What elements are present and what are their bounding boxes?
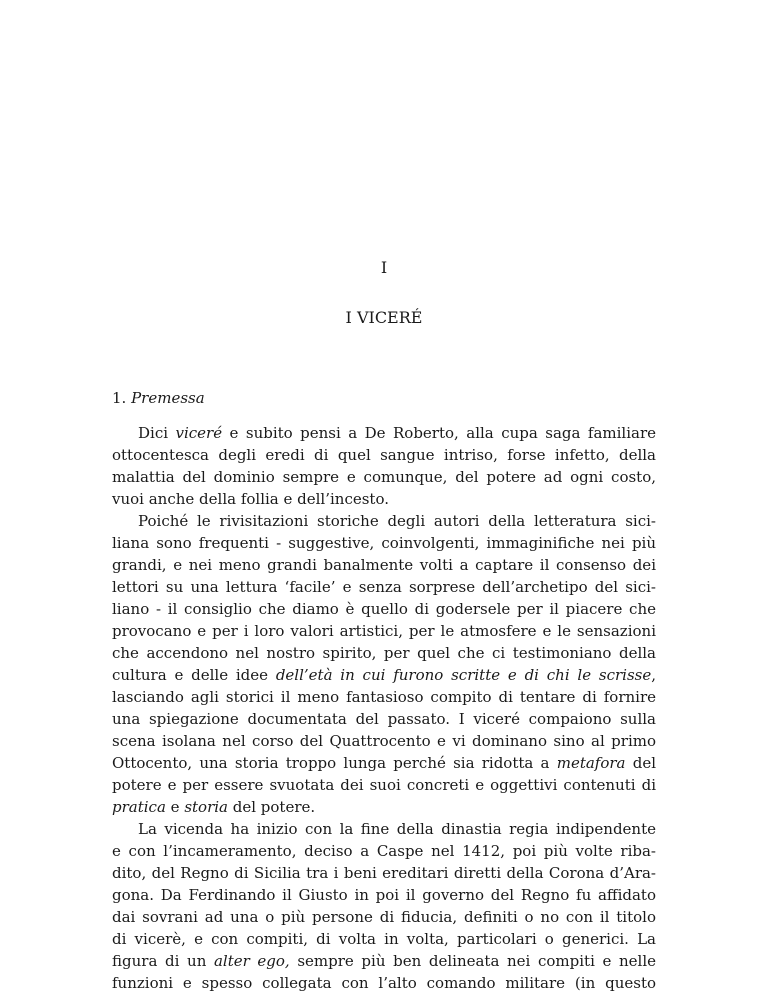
section-heading (112, 388, 205, 408)
text-line (112, 466, 656, 488)
text-segment: vuoi anche della follia e dell’incesto. (112, 490, 389, 508)
text-segment: liana sono frequenti - suggestive, coinvolgenti, immaginifiche nei più (112, 534, 656, 552)
text-line (112, 686, 656, 708)
text-segment: dito, del Regno di Sicilia tra i beni ereditari diretti della Corona d’Ara- (112, 864, 656, 882)
chapter-title: I VICERÉ (345, 308, 423, 327)
text-line (112, 576, 656, 598)
body-text (112, 422, 656, 994)
chapter-number: I (380, 258, 388, 277)
text-line (112, 972, 656, 994)
text-segment: e subito pensi a De Roberto, alla cupa saga familiare (222, 424, 656, 442)
italic-text: metafora (556, 754, 626, 772)
text-segment: e (165, 798, 185, 816)
text-line (112, 928, 656, 950)
text-line (112, 664, 656, 686)
text-segment: che accendono nel nostro spirito, per quel che ci testimoniano della (112, 644, 656, 662)
italic-text: pratica (112, 798, 166, 816)
text-segment: liano - il consiglio che diamo è quello di godersele per il piacere che (112, 600, 656, 618)
text-line (112, 840, 656, 862)
text-line (112, 730, 656, 752)
text-line (112, 950, 656, 972)
text-segment: e con l’incameramento, deciso a Caspe nel 1412, poi più volte riba- (112, 842, 656, 860)
text-segment: La vicenda ha inizio con la fine della dinastia regia indipendente (138, 820, 656, 838)
italic-text: storia (184, 798, 228, 816)
text-line (112, 818, 656, 840)
text-segment: scena isolana nel corso del Quattrocento e vi dominano sino al primo (112, 732, 656, 750)
text-line (112, 510, 656, 532)
text-line (112, 796, 656, 818)
italic-text: dell’età in cui furono scritte e di chi le scrisse (275, 666, 652, 684)
text-line (112, 774, 656, 796)
text-segment: ottocentesca degli eredi di quel sangue intriso, forse infetto, della (112, 446, 656, 464)
section-title: Premessa (131, 389, 205, 407)
section-number: 1. (112, 389, 127, 407)
text-segment: del (625, 754, 656, 772)
text-segment: una spiegazione documentata del passato. I viceré compaiono sulla (112, 710, 656, 728)
italic-text: viceré (175, 424, 223, 442)
text-line (112, 532, 656, 554)
text-segment: figura di un (112, 952, 214, 970)
text-line (112, 554, 656, 576)
text-segment: gona. Da Ferdinando il Giusto in poi il governo del Regno fu affidato (112, 886, 656, 904)
text-segment: potere e per essere svuotata dei suoi concreti e oggettivi contenuti di (112, 776, 656, 794)
text-line (112, 708, 656, 730)
text-segment: funzioni e spesso collegata con l’alto comando militare (in questo (112, 974, 656, 992)
text-line (112, 906, 656, 928)
text-line (112, 642, 656, 664)
text-segment: Dici (138, 424, 176, 442)
text-line (112, 620, 656, 642)
text-line (112, 422, 656, 444)
text-segment: provocano e per i loro valori artistici, per le atmosfere e le sensazioni (112, 622, 656, 640)
text-segment: del potere. (227, 798, 316, 816)
text-line (112, 444, 656, 466)
text-segment: lasciando agli storici il meno fantasioso compito di tentare di fornire (112, 688, 656, 706)
text-line (112, 884, 656, 906)
text-line (112, 488, 656, 510)
italic-text: alter ego, (213, 952, 290, 970)
text-segment: grandi, e nei meno grandi banalmente volti a captare il consenso dei (112, 556, 656, 574)
text-segment: Poiché le rivisitazioni storiche degli autori della letteratura sici- (138, 512, 656, 530)
text-line (112, 598, 656, 620)
text-segment: dai sovrani ad una o più persone di fiducia, definiti o no con il titolo (112, 908, 656, 926)
text-segment: lettori su una lettura ‘facile’ e senza sorprese dell’archetipo del sici- (112, 578, 656, 596)
text-line (112, 862, 656, 884)
text-segment: sempre più ben delineata nei compiti e nelle (289, 952, 657, 970)
text-segment: malattia del dominio sempre e comunque, del potere ad ogni costo, (112, 468, 656, 486)
text-line (112, 752, 656, 774)
text-segment: cultura e delle idee (112, 666, 276, 684)
text-segment: , (651, 666, 657, 684)
text-segment: Ottocento, una storia troppo lunga perché sia ridotta a (112, 754, 557, 772)
text-segment: di vicerè, e con compiti, di volta in volta, particolari o generici. La (112, 930, 656, 948)
